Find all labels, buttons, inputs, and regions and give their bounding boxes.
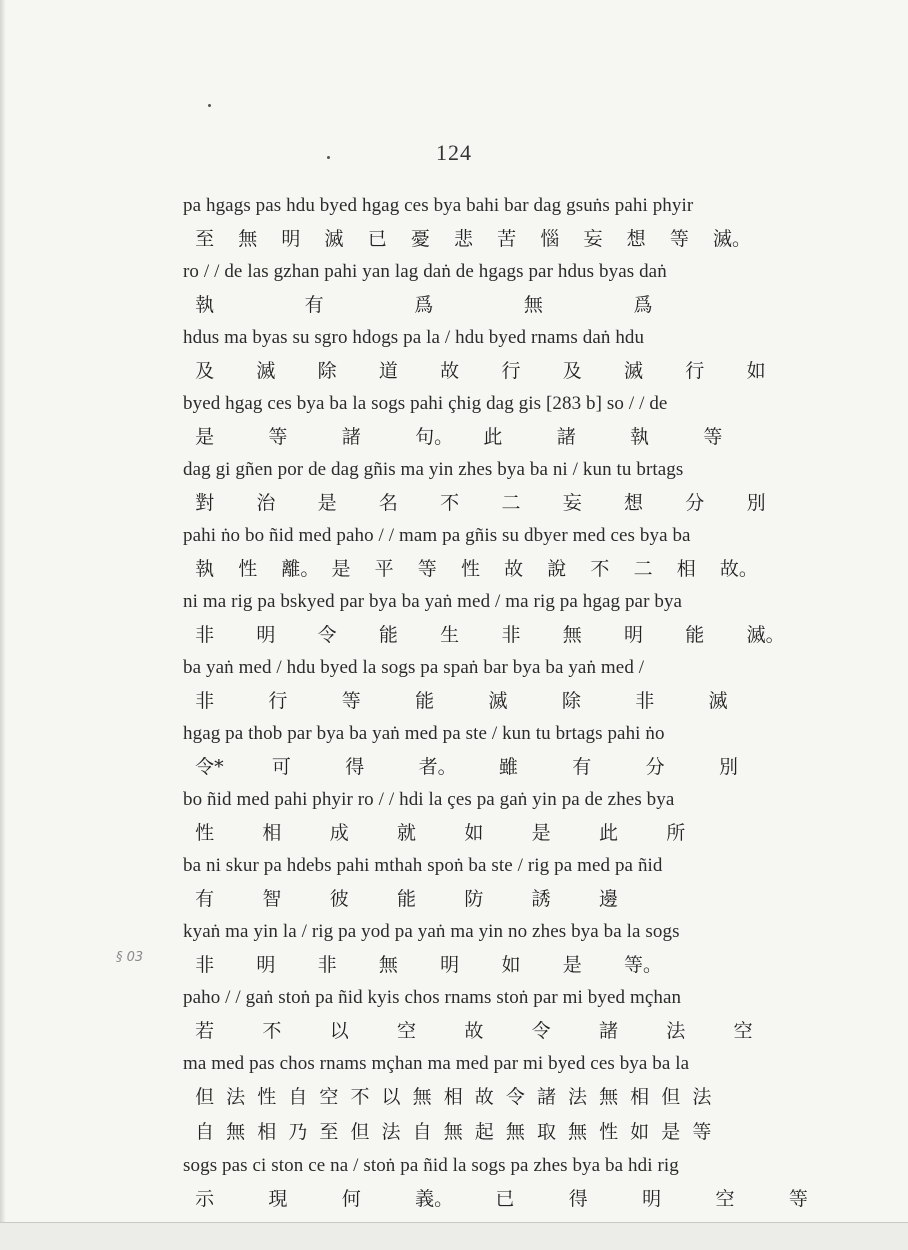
- tibetan-line: kyaṅ ma yin la / rig pa yod pa yaṅ ma yin no zhes bya ba la sogs: [183, 921, 680, 942]
- tibetan-line: hdus ma byas su sgro hdogs pa la / hdu byed rnams daṅ hdu: [183, 327, 645, 348]
- chinese-line: 執 性 離。 是 平 等 性 故 說 不 二 相 故。: [183, 558, 758, 580]
- chinese-line: 至 無 明 滅 已 憂 悲 苦 惱 妄 想 等 滅。: [183, 228, 751, 250]
- tibetan-line: hgag pa thob par bya ba yaṅ med pa ste / kun tu brtags pahi ṅo: [183, 723, 665, 744]
- chinese-line: 非 明 令 能 生 非 無 明 能 滅。: [183, 624, 785, 646]
- page-edge-left: [0, 0, 6, 1249]
- chinese-line: 及 滅 除 道 故 行 及 滅 行 如: [183, 360, 766, 382]
- tibetan-line: bo ñid med pahi phyir ro / / hdi la çes pa gaṅ yin pa de zhes bya: [183, 789, 675, 810]
- tibetan-line: ba yaṅ med / hdu byed la sogs pa spaṅ bar bya ba yaṅ med /: [183, 657, 645, 678]
- chinese-line: 若 不 以 空 故 令 諸 法 空: [183, 1020, 753, 1042]
- chinese-line: 執 有 爲 無 爲: [183, 294, 653, 316]
- chinese-line: 是 等 諸 句。 此 諸 執 等: [183, 426, 723, 448]
- chinese-line: 非 行 等 能 滅 除 非 滅: [183, 690, 728, 712]
- tibetan-line: paho / / gaṅ stoṅ pa ñid kyis chos rnams stoṅ par mi byed mçhan: [183, 987, 682, 1008]
- tibetan-line: ba ni skur pa hdebs pahi mthah spoṅ ba ste / rig pa med pa ñid: [183, 855, 663, 876]
- chinese-line: 令* 可 得 者。 雖 有 分 別: [183, 756, 738, 778]
- chinese-line: 對 治 是 名 不 二 妄 想 分 別: [183, 492, 766, 514]
- page-number: 124: [436, 140, 472, 165]
- margin-note: § 03: [116, 950, 144, 965]
- tibetan-line: byed hgag ces bya ba la sogs pahi çhig dag gis [283 b] so / / de: [183, 393, 668, 414]
- bilingual-text-body: [183, 190, 823, 1216]
- chinese-line: 自 無 相 乃 至 但 法 自 無 起 無 取 無 性 如 是 等: [183, 1121, 712, 1143]
- tibetan-line: ni ma rig pa bskyed par bya ba yaṅ med / ma rig pa hgag par bya: [183, 591, 683, 612]
- tibetan-line: ro / / de las gzhan pahi yan lag daṅ de hgags par hdus byas daṅ: [183, 261, 667, 282]
- page-edge-bottom: [0, 1222, 908, 1250]
- ink-speck: [208, 104, 211, 107]
- chinese-line: 但 法 性 自 空 不 以 無 相 故 令 諸 法 無 相 但 法: [183, 1086, 712, 1108]
- chinese-line: 非 明 非 無 明 如 是 等。: [183, 954, 663, 976]
- tibetan-line: dag gi gñen por de dag gñis ma yin zhes bya ba ni / kun tu brtags: [183, 459, 684, 480]
- chinese-line: 有 智 彼 能 防 誘 邊: [183, 888, 618, 910]
- tibetan-line: pahi ṅo bo ñid med paho / / mam pa gñis su dbyer med ces bya ba: [183, 525, 691, 546]
- tibetan-line: sogs pas ci ston ce na / stoṅ pa ñid la sogs pa zhes bya ba hdi rig: [183, 1155, 679, 1176]
- chinese-line: 示 現 何 義。 已 得 明 空 等: [183, 1188, 808, 1210]
- tibetan-line: pa hgags pas hdu byed hgag ces bya bahi bar dag gsuṅs pahi phyir: [183, 195, 694, 216]
- chinese-line: 性 相 成 就 如 是 此 所: [183, 822, 686, 844]
- tibetan-line: ma med pas chos rnams mçhan ma med par mi byed ces bya ba la: [183, 1053, 690, 1074]
